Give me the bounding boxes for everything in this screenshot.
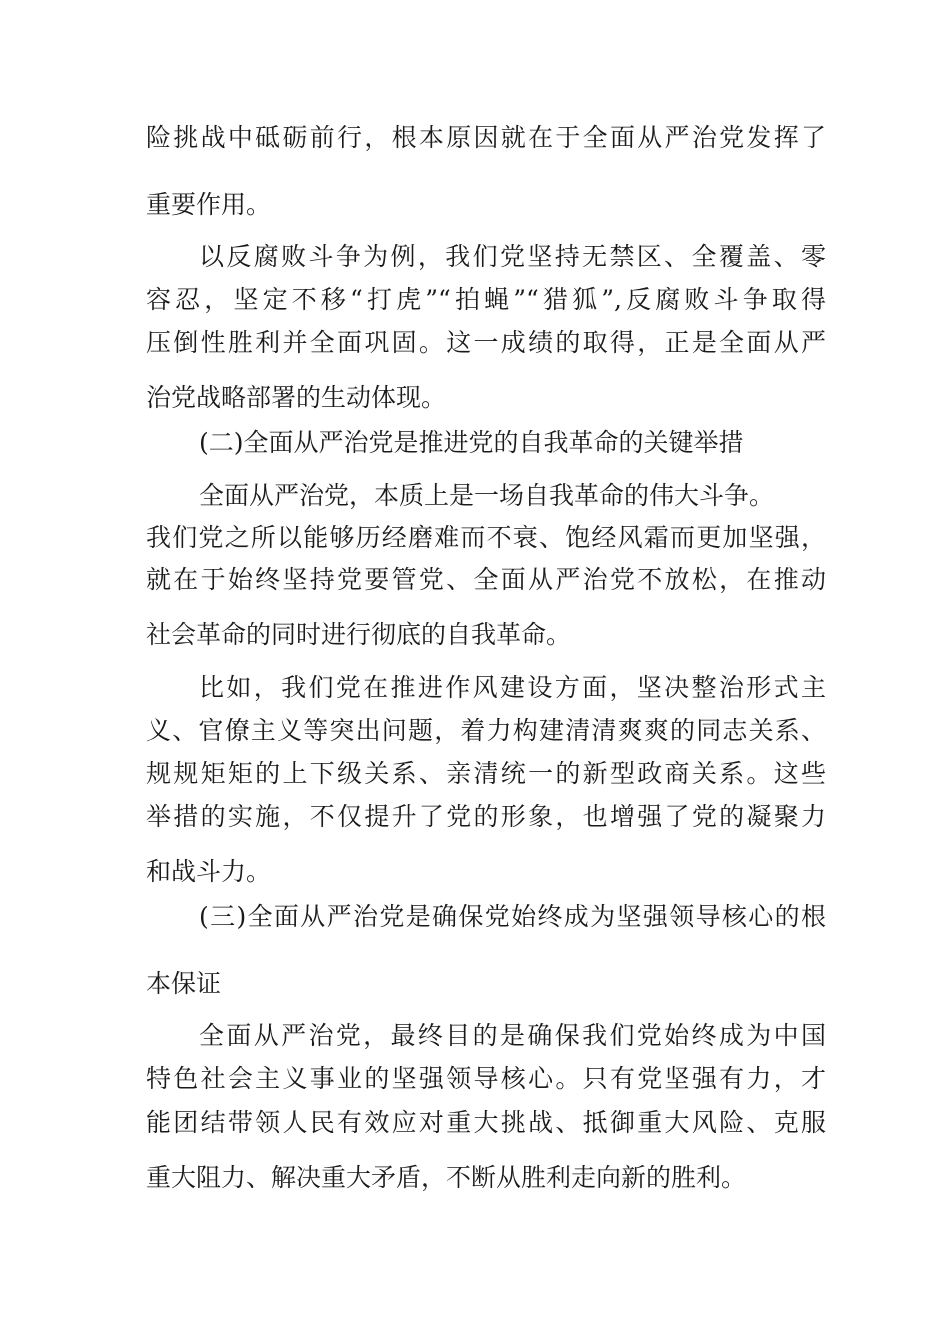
text-line: 能团结带领人民有效应对重大挑战、抵御重大风险、克服 [146, 1108, 826, 1137]
text-line: 特色社会主义事业的坚强领导核心。只有党坚强有力，才 [146, 1064, 826, 1093]
text-line: 义、官僚主义等突出问题，着力构建清清爽爽的同志关系、 [146, 716, 826, 745]
text-line: 和战斗力。 [146, 857, 272, 886]
section-heading-2: (二)全面从严治党是推进党的自我革命的关键举措 [199, 428, 744, 457]
text-line: 重大阻力、解决重大矛盾，不断从胜利走向新的胜利。 [146, 1163, 747, 1192]
text-line: 压倒性胜利并全面巩固。这一成绩的取得，正是全面从严 [146, 328, 826, 357]
section-heading-3: (三)全面从严治党是确保党始终成为坚强领导核心的根 [199, 902, 826, 931]
text-line: 我们党之所以能够历经磨难而不衰、饱经风霜而更加坚强， [146, 523, 826, 552]
text-line: 规规矩矩的上下级关系、亲清统一的新型政商关系。这些 [146, 759, 826, 788]
text-line: 重要作用。 [146, 190, 272, 219]
paragraph-first-line: 全面从严治党，最终目的是确保我们党始终成为中国 [199, 1021, 826, 1050]
paragraph-first-line: 全面从严治党，本质上是一场自我革命的伟大斗争。 [199, 481, 775, 510]
section-heading-3-continued: 本保证 [146, 969, 222, 998]
text-line: 治党战略部署的生动体现。 [146, 383, 447, 412]
paragraph-first-line: 比如，我们党在推进作风建设方面，坚决整治形式主 [199, 673, 826, 702]
text-line: 险挑战中砥砺前行，根本原因就在于全面从严治党发挥了 [146, 123, 826, 152]
paragraph-first-line: 以反腐败斗争为例，我们党坚持无禁区、全覆盖、零 [199, 242, 826, 271]
text-line: 容忍，坚定不移“打虎”“拍蝇”“猎狐”,反腐败斗争取得 [146, 285, 826, 314]
text-line: 就在于始终坚持党要管党、全面从严治党不放松，在推动 [146, 565, 826, 594]
text-line: 社会革命的同时进行彻底的自我革命。 [146, 620, 572, 649]
text-line: 举措的实施，不仅提升了党的形象，也增强了党的凝聚力 [146, 802, 826, 831]
